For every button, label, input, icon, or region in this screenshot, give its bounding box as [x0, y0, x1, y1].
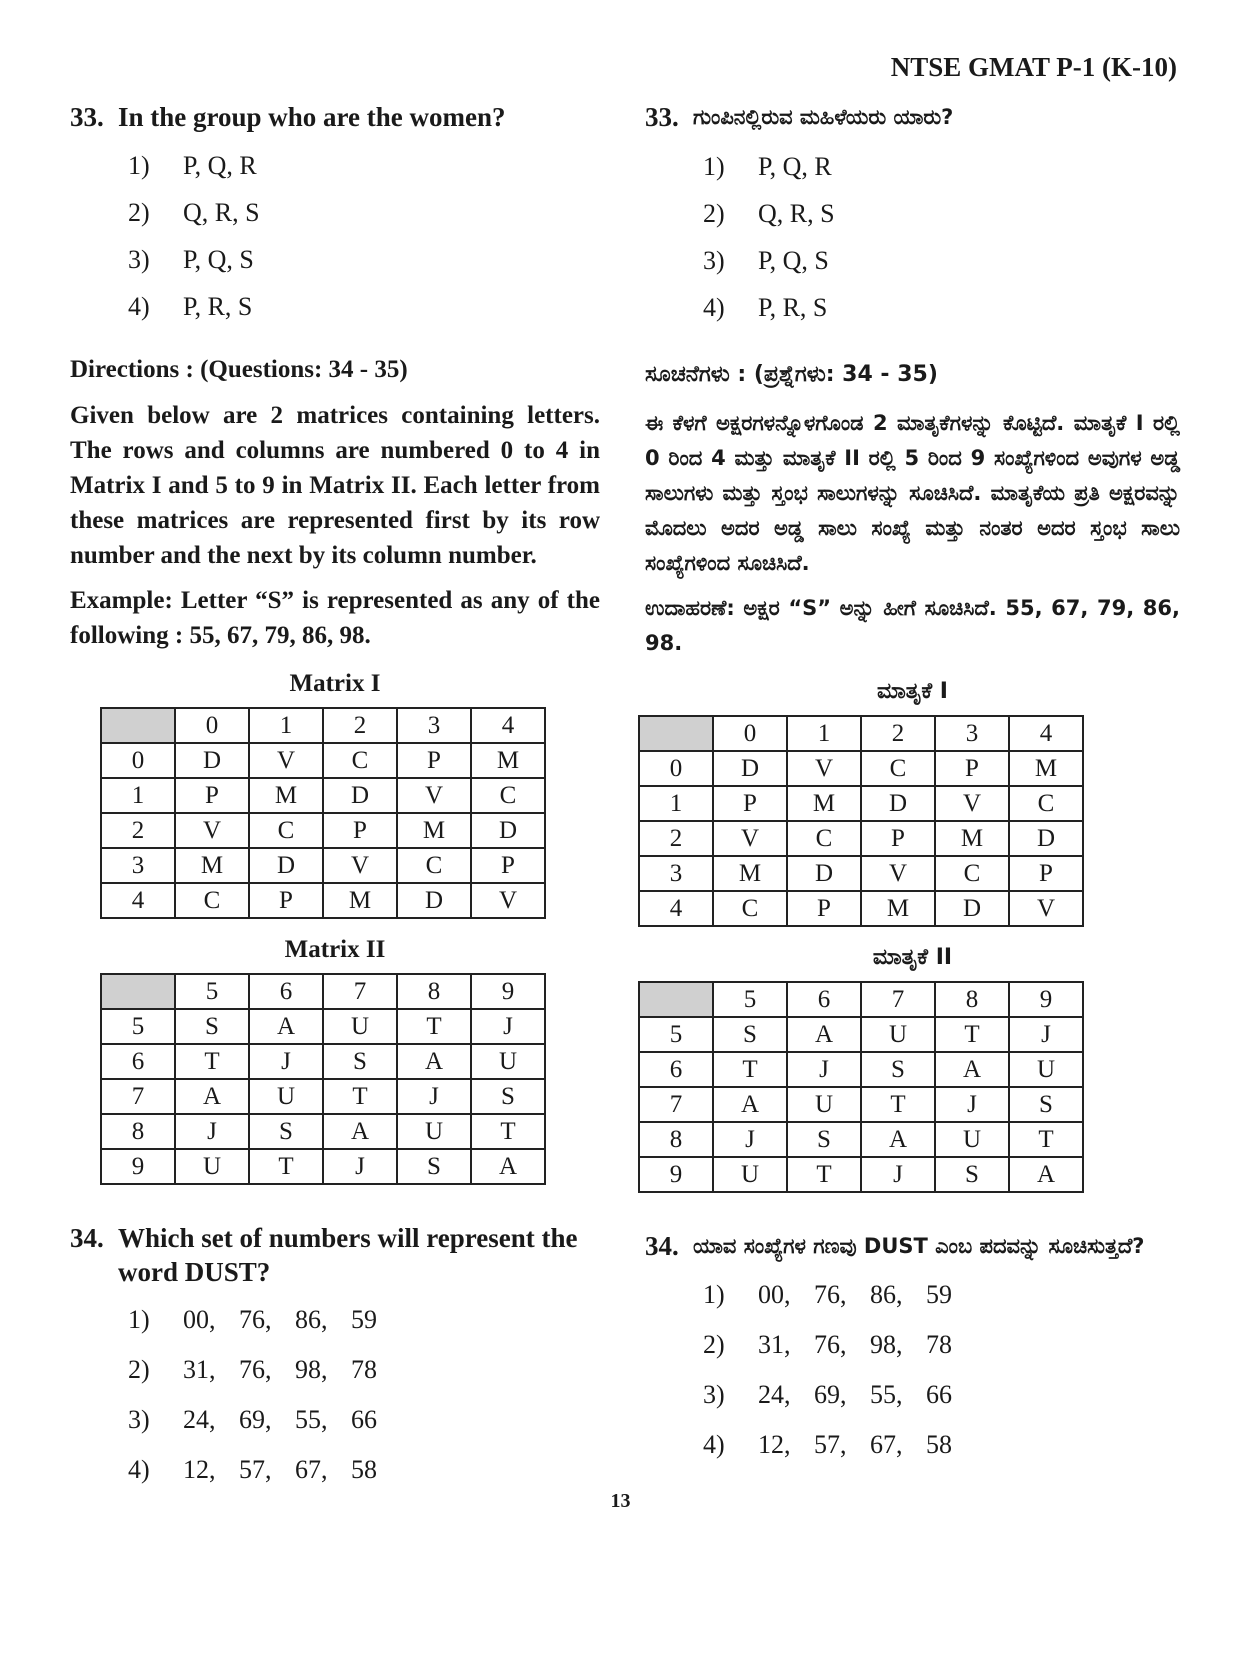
option-text: P, R, S	[183, 292, 253, 321]
option-value: 55,	[870, 1380, 903, 1409]
cell: T	[249, 1149, 323, 1184]
cell: D	[323, 778, 397, 813]
cell: D	[397, 883, 471, 918]
cell: T	[861, 1087, 935, 1122]
cell: J	[397, 1079, 471, 1114]
cell: U	[249, 1079, 323, 1114]
question-number: 33.	[645, 102, 679, 132]
option	[645, 1370, 1180, 1420]
cell: T	[175, 1044, 249, 1079]
cell: J	[935, 1087, 1009, 1122]
row-header: 9	[101, 1149, 175, 1184]
cell: C	[787, 821, 861, 856]
option-value: 59	[351, 1305, 377, 1334]
question-33	[70, 100, 600, 134]
directions-paragraph-kannada: ಈ ಕೆಳಗೆ ಅಕ್ಷರಗಳನ್ನೊಳಗೊಂಡ 2 ಮಾತೃಕೆಗಳನ್ನು ಕೊಟ್ಟಿದೆ. ಮಾತೃಕೆ I ರಲ್ಲಿ 0 ರಿಂದ 4 ಮತ್ತು ಮಾತೃಕೆ II ರಲ್ಲಿ 5 ರಿಂದ 9 ಸಂಖ್ಯೆಗಳಿಂದ ಅವುಗಳ ಅಡ್ಡ ಸಾಲುಗಳು ಮತ್ತು ಸ್ತಂಭ ಸಾಲುಗಳನ್ನು ಸೂಚಿಸಿದೆ. ಮಾತೃಕೆಯ ಪ್ರತಿ ಅಕ್ಷರವನ್ನು ಮೊದಲು ಅದರ ಅಡ್ಡ ಸಾಲು ಸಂಖ್ಯೆ ಮತ್ತು ನಂತರ ಅದರ ಸ್ತಂಭ ಸಾಲು ಸಂಖ್ಯೆಗಳಿಂದ ಸೂಚಿಸಿದೆ.	[645, 411, 1180, 575]
cell: J	[713, 1122, 787, 1157]
cell: P	[861, 821, 935, 856]
question-number: 34.	[645, 1231, 679, 1261]
cell: V	[397, 778, 471, 813]
cell: M	[471, 743, 545, 778]
option	[645, 284, 1180, 331]
option-value: 58	[926, 1430, 952, 1459]
option-number: 2)	[128, 198, 150, 227]
question-number: 33.	[70, 102, 104, 132]
cell: V	[713, 821, 787, 856]
col-header: 1	[249, 708, 323, 743]
option-number: 2)	[703, 1330, 725, 1359]
cell: U	[935, 1122, 1009, 1157]
cell: C	[861, 751, 935, 786]
matrix-1-table-kannada	[638, 715, 1084, 927]
option-number: 3)	[703, 1380, 725, 1409]
cell: S	[713, 1017, 787, 1052]
option-number: 4)	[128, 1455, 150, 1484]
q33-options-kannada	[645, 143, 1180, 331]
col-header: 6	[787, 982, 861, 1017]
corner-cell	[639, 982, 713, 1017]
option-value: 69,	[239, 1405, 272, 1434]
row-header: 0	[639, 751, 713, 786]
option-value: 55,	[295, 1405, 328, 1434]
option-value: 66	[351, 1405, 377, 1434]
cell: A	[397, 1044, 471, 1079]
col-header: 9	[471, 974, 545, 1009]
corner-cell	[639, 716, 713, 751]
matrix-1-title-kannada: ಮಾತೃಕೆ I	[877, 679, 948, 704]
cell: S	[471, 1079, 545, 1114]
col-header: 6	[249, 974, 323, 1009]
cell: P	[175, 778, 249, 813]
cell: U	[471, 1044, 545, 1079]
row-header: 6	[639, 1052, 713, 1087]
option-value: 69,	[814, 1380, 847, 1409]
kannada-column	[645, 100, 1180, 1470]
option-value: 76,	[814, 1330, 847, 1359]
cell: U	[175, 1149, 249, 1184]
option-number: 1)	[703, 152, 725, 181]
row-header: 8	[101, 1114, 175, 1149]
option-value: 24,	[758, 1380, 791, 1409]
row-header: 3	[639, 856, 713, 891]
directions-heading: Directions : (Questions: 34 - 35)	[70, 356, 408, 383]
cell: A	[175, 1079, 249, 1114]
col-header: 5	[175, 974, 249, 1009]
option-number: 1)	[128, 151, 150, 180]
question-33-kannada	[645, 100, 1180, 135]
cell: T	[323, 1079, 397, 1114]
cell: M	[323, 883, 397, 918]
cell: J	[1009, 1017, 1083, 1052]
option-value: 86,	[870, 1280, 903, 1309]
cell: T	[935, 1017, 1009, 1052]
cell: J	[861, 1157, 935, 1192]
cell: P	[935, 751, 1009, 786]
cell: V	[323, 848, 397, 883]
cell: S	[787, 1122, 861, 1157]
cell: S	[397, 1149, 471, 1184]
example-paragraph: Example: Letter “S” is represented as any of the following : 55, 67, 79, 86, 98.	[70, 587, 600, 649]
option-value: 00,	[758, 1280, 791, 1309]
cell: A	[323, 1114, 397, 1149]
cell: J	[323, 1149, 397, 1184]
cell: T	[397, 1009, 471, 1044]
question-text: ಗುಂಪಿನಲ್ಲಿರುವ ಮಹಿಳೆಯರು ಯಾರು?	[693, 105, 954, 129]
option-text: P, Q, R	[183, 151, 257, 180]
page-header: NTSE GMAT P-1 (K-10)	[890, 52, 1177, 82]
option-value: 78	[351, 1355, 377, 1384]
cell: T	[787, 1157, 861, 1192]
row-header: 0	[101, 743, 175, 778]
col-header: 3	[397, 708, 471, 743]
option-value: 66	[926, 1380, 952, 1409]
option-number: 4)	[703, 293, 725, 322]
col-header: 3	[935, 716, 1009, 751]
row-header: 7	[639, 1087, 713, 1122]
directions-heading-kannada: ಸೂಚನೆಗಳು : (ಪ್ರಶ್ನೆಗಳು: 34 - 35)	[645, 362, 938, 387]
cell: M	[1009, 751, 1083, 786]
option-text: Q, R, S	[758, 199, 835, 228]
option-text: P, Q, S	[758, 246, 829, 275]
cell: P	[397, 743, 471, 778]
cell: U	[323, 1009, 397, 1044]
row-header: 2	[101, 813, 175, 848]
question-34-kannada	[645, 1229, 1180, 1264]
matrix-2-table-kannada	[638, 981, 1084, 1193]
option	[645, 190, 1180, 237]
cell: A	[935, 1052, 1009, 1087]
cell: U	[1009, 1052, 1083, 1087]
option	[645, 1420, 1180, 1470]
cell: M	[861, 891, 935, 926]
cell: C	[323, 743, 397, 778]
cell: M	[397, 813, 471, 848]
cell: D	[471, 813, 545, 848]
cell: A	[861, 1122, 935, 1157]
cell: A	[1009, 1157, 1083, 1192]
question-number: 34.	[70, 1223, 104, 1253]
cell: S	[1009, 1087, 1083, 1122]
option-value: 31,	[183, 1355, 216, 1384]
cell: V	[787, 751, 861, 786]
option-value: 57,	[814, 1430, 847, 1459]
row-header: 6	[101, 1044, 175, 1079]
col-header: 9	[1009, 982, 1083, 1017]
cell: V	[935, 786, 1009, 821]
option	[70, 283, 600, 330]
cell: V	[471, 883, 545, 918]
option	[70, 1345, 600, 1395]
col-header: 0	[713, 716, 787, 751]
question-text: ಯಾವ ಸಂಖ್ಯೆಗಳ ಗಣವು DUST ಎಂಬ ಪದವನ್ನು ಸೂಚಿಸುತ್ತದೆ?	[693, 1234, 1145, 1258]
col-header: 4	[1009, 716, 1083, 751]
option-value: 58	[351, 1455, 377, 1484]
option-value: 76,	[239, 1305, 272, 1334]
cell: P	[323, 813, 397, 848]
option-text: P, Q, S	[183, 245, 254, 274]
option-text: P, Q, R	[758, 152, 832, 181]
cell: C	[935, 856, 1009, 891]
cell: C	[397, 848, 471, 883]
cell: D	[175, 743, 249, 778]
col-header: 1	[787, 716, 861, 751]
cell: D	[861, 786, 935, 821]
option-value: 12,	[183, 1455, 216, 1484]
cell: S	[249, 1114, 323, 1149]
option-value: 00,	[183, 1305, 216, 1334]
cell: D	[249, 848, 323, 883]
cell: S	[175, 1009, 249, 1044]
option	[70, 142, 600, 189]
col-header: 7	[861, 982, 935, 1017]
col-header: 2	[323, 708, 397, 743]
row-header: 5	[639, 1017, 713, 1052]
matrix-2-title: Matrix II	[284, 936, 386, 963]
cell: P	[249, 883, 323, 918]
option-number: 3)	[128, 245, 150, 274]
page-number: 13	[610, 1490, 631, 1512]
cell: P	[787, 891, 861, 926]
option-value: 98,	[870, 1330, 903, 1359]
cell: T	[471, 1114, 545, 1149]
cell: U	[713, 1157, 787, 1192]
cell: C	[713, 891, 787, 926]
option-value: 86,	[295, 1305, 328, 1334]
option	[645, 1270, 1180, 1320]
option-text: Q, R, S	[183, 198, 260, 227]
cell: T	[713, 1052, 787, 1087]
cell: J	[787, 1052, 861, 1087]
option-value: 76,	[814, 1280, 847, 1309]
cell: C	[471, 778, 545, 813]
option-value: 78	[926, 1330, 952, 1359]
option-number: 2)	[128, 1355, 150, 1384]
option-value: 76,	[239, 1355, 272, 1384]
cell: J	[471, 1009, 545, 1044]
cell: C	[249, 813, 323, 848]
row-header: 1	[639, 786, 713, 821]
row-header: 1	[101, 778, 175, 813]
matrix-2-table	[100, 973, 546, 1185]
option-value: 67,	[870, 1430, 903, 1459]
cell: D	[935, 891, 1009, 926]
question-text: Which set of numbers will represent the word DUST?	[118, 1223, 578, 1287]
corner-cell	[101, 974, 175, 1009]
cell: D	[713, 751, 787, 786]
col-header: 7	[323, 974, 397, 1009]
cell: V	[175, 813, 249, 848]
matrix-1-table	[100, 707, 546, 919]
col-header: 2	[861, 716, 935, 751]
option-number: 1)	[128, 1305, 150, 1334]
q33-options	[70, 142, 600, 330]
option-value: 67,	[295, 1455, 328, 1484]
col-header: 8	[935, 982, 1009, 1017]
option	[70, 236, 600, 283]
cell: P	[1009, 856, 1083, 891]
option	[645, 237, 1180, 284]
row-header: 4	[101, 883, 175, 918]
col-header: 4	[471, 708, 545, 743]
option-number: 3)	[703, 246, 725, 275]
cell: D	[787, 856, 861, 891]
row-header: 4	[639, 891, 713, 926]
cell: T	[1009, 1122, 1083, 1157]
cell: A	[471, 1149, 545, 1184]
cell: C	[1009, 786, 1083, 821]
example-paragraph-kannada: ಉದಾಹರಣೆ: ಅಕ್ಷರ “S” ಅನ್ನು ಹೀಗೆ ಸೂಚಿಸಿದೆ. 55, 67, 79, 86, 98.	[645, 596, 1180, 655]
col-header: 0	[175, 708, 249, 743]
option-number: 3)	[128, 1405, 150, 1434]
option-value: 98,	[295, 1355, 328, 1384]
cell: U	[787, 1087, 861, 1122]
option-number: 1)	[703, 1280, 725, 1309]
cell: V	[1009, 891, 1083, 926]
cell: V	[249, 743, 323, 778]
row-header: 9	[639, 1157, 713, 1192]
cell: J	[175, 1114, 249, 1149]
cell: A	[787, 1017, 861, 1052]
col-header: 8	[397, 974, 471, 1009]
option	[70, 189, 600, 236]
row-header: 5	[101, 1009, 175, 1044]
option	[70, 1395, 600, 1445]
row-header: 3	[101, 848, 175, 883]
option	[70, 1445, 600, 1495]
question-34	[70, 1221, 600, 1289]
cell: M	[249, 778, 323, 813]
cell: M	[175, 848, 249, 883]
cell: A	[249, 1009, 323, 1044]
cell: S	[861, 1052, 935, 1087]
directions-paragraph: Given below are 2 matrices containing letters. The rows and columns are numbered 0 to 4 in Matrix I and 5 to 9 in Matrix II. Each letter from these matrices are represented first by its row number and the next by its column number.	[70, 402, 600, 569]
q34-options	[70, 1295, 600, 1495]
option-value: 31,	[758, 1330, 791, 1359]
cell: J	[249, 1044, 323, 1079]
cell: C	[175, 883, 249, 918]
option-value: 59	[926, 1280, 952, 1309]
cell: P	[713, 786, 787, 821]
row-header: 2	[639, 821, 713, 856]
option-number: 2)	[703, 199, 725, 228]
row-header: 7	[101, 1079, 175, 1114]
cell: S	[323, 1044, 397, 1079]
cell: S	[935, 1157, 1009, 1192]
cell: M	[787, 786, 861, 821]
matrix-2-title-kannada: ಮಾತೃಕೆ II	[872, 945, 953, 970]
option-value: 24,	[183, 1405, 216, 1434]
cell: M	[935, 821, 1009, 856]
col-header: 5	[713, 982, 787, 1017]
option-number: 4)	[128, 292, 150, 321]
cell: U	[397, 1114, 471, 1149]
option-value: 57,	[239, 1455, 272, 1484]
row-header: 8	[639, 1122, 713, 1157]
option-value: 12,	[758, 1430, 791, 1459]
english-column	[70, 100, 600, 1495]
q34-options-kannada	[645, 1270, 1180, 1470]
option	[645, 143, 1180, 190]
option	[70, 1295, 600, 1345]
option	[645, 1320, 1180, 1370]
matrix-1-title: Matrix I	[289, 670, 381, 697]
question-text: In the group who are the women?	[118, 102, 506, 132]
cell: U	[861, 1017, 935, 1052]
cell: D	[1009, 821, 1083, 856]
cell: A	[713, 1087, 787, 1122]
option-text: P, R, S	[758, 293, 828, 322]
corner-cell	[101, 708, 175, 743]
option-number: 4)	[703, 1430, 725, 1459]
cell: P	[471, 848, 545, 883]
cell: V	[861, 856, 935, 891]
cell: M	[713, 856, 787, 891]
